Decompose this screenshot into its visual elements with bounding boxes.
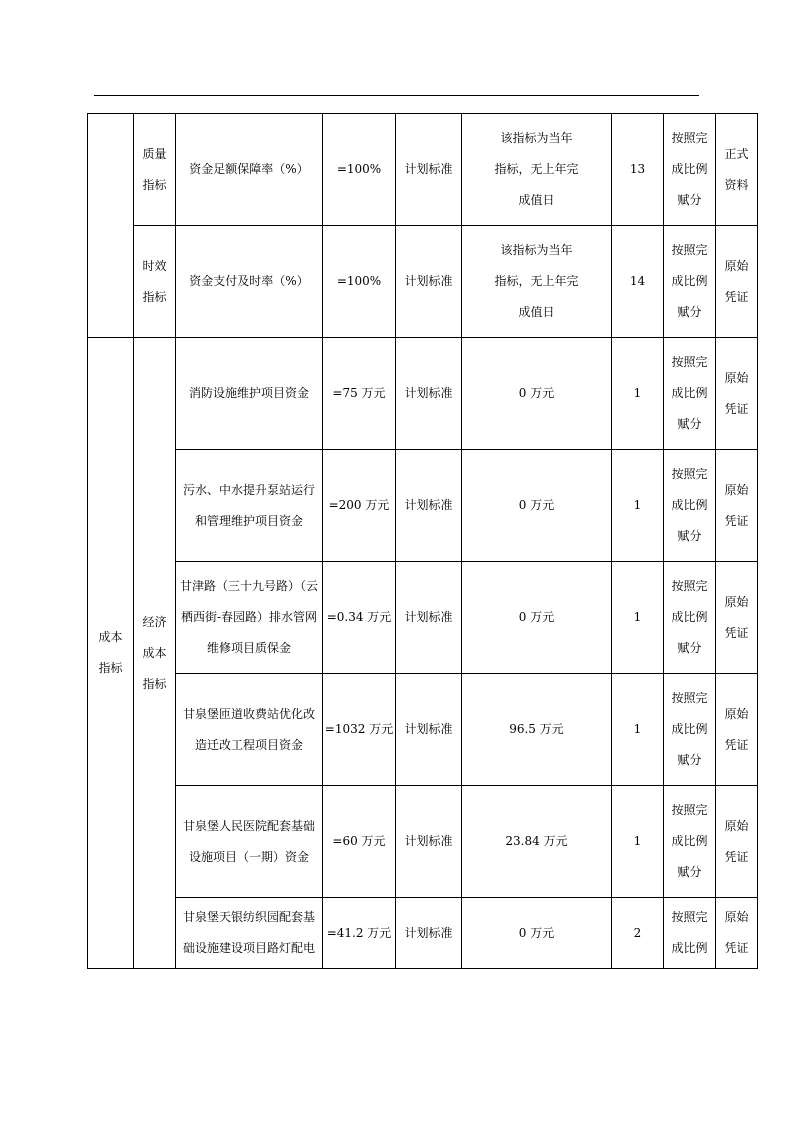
target-value-cell: =1032 万元 [323,674,396,786]
indicator-name-cell: 污水、中水提升泵站运行 和管理维护项目资金 [176,450,323,562]
data-source-cell: 原始 凭证 [716,898,758,969]
standard-cell: 计划标准 [396,338,462,450]
table-row [88,898,758,969]
target-value-cell: =100% [323,226,396,338]
score-cell: 13 [612,114,664,226]
indicator-name-cell: 甘泉堡天银纺织园配套基 础设施建设项目路灯配电 [176,898,323,969]
last-year-value-cell: 0 万元 [462,338,612,450]
category-level2-cell: 经济 成本 指标 [134,338,176,969]
indicator-name-cell: 消防设施维护项目资金 [176,338,323,450]
standard-cell: 计划标准 [396,562,462,674]
scoring-method-cell: 按照完 成比例 赋分 [664,562,716,674]
category-level2-cell: 时效 指标 [134,226,176,338]
table-row [88,226,758,338]
score-cell: 1 [612,786,664,898]
last-year-value-cell: 96.5 万元 [462,674,612,786]
score-cell: 1 [612,674,664,786]
last-year-value-cell: 该指标为当年 指标，无上年完 成值日 [462,114,612,226]
data-source-cell: 原始 凭证 [716,338,758,450]
header-rule [94,95,699,96]
scoring-method-cell: 按照完 成比例 赋分 [664,786,716,898]
table-row [88,338,758,450]
data-source-cell: 原始 凭证 [716,674,758,786]
target-value-cell: =60 万元 [323,786,396,898]
score-cell: 1 [612,450,664,562]
last-year-value-cell: 0 万元 [462,450,612,562]
last-year-value-cell: 0 万元 [462,898,612,969]
data-source-cell: 原始 凭证 [716,450,758,562]
scoring-method-cell: 按照完 成比例 赋分 [664,450,716,562]
standard-cell: 计划标准 [396,114,462,226]
target-value-cell: =0.34 万元 [323,562,396,674]
table-row [88,674,758,786]
data-source-cell: 正式 资料 [716,114,758,226]
scoring-method-cell: 按照完 成比例 [664,898,716,969]
standard-cell: 计划标准 [396,226,462,338]
data-source-cell: 原始 凭证 [716,786,758,898]
table-row [88,450,758,562]
standard-cell: 计划标准 [396,450,462,562]
target-value-cell: =75 万元 [323,338,396,450]
score-cell: 1 [612,338,664,450]
target-value-cell: =100% [323,114,396,226]
indicator-name-cell: 资金足额保障率（%） [176,114,323,226]
last-year-value-cell: 0 万元 [462,562,612,674]
score-cell: 14 [612,226,664,338]
target-value-cell: =200 万元 [323,450,396,562]
table-row [88,562,758,674]
score-cell: 2 [612,898,664,969]
score-cell: 1 [612,562,664,674]
indicator-name-cell: 资金支付及时率（%） [176,226,323,338]
standard-cell: 计划标准 [396,786,462,898]
scoring-method-cell: 按照完 成比例 赋分 [664,226,716,338]
scoring-method-cell: 按照完 成比例 赋分 [664,338,716,450]
table-row [88,786,758,898]
standard-cell: 计划标准 [396,898,462,969]
data-source-cell: 原始 凭证 [716,226,758,338]
last-year-value-cell: 23.84 万元 [462,786,612,898]
category-level2-cell: 质量 指标 [134,114,176,226]
last-year-value-cell: 该指标为当年 指标，无上年完 成值日 [462,226,612,338]
standard-cell: 计划标准 [396,674,462,786]
category-level1-cell: 成本 指标 [88,338,134,969]
indicator-name-cell: 甘泉堡人民医院配套基础 设施项目（一期）资金 [176,786,323,898]
data-source-cell: 原始 凭证 [716,562,758,674]
indicator-name-cell: 甘津路（三十九号路）（云 栖西街-春园路）排水管网 维修项目质保金 [176,562,323,674]
scoring-method-cell: 按照完 成比例 赋分 [664,114,716,226]
category-level1-cell [88,114,134,338]
indicator-name-cell: 甘泉堡匝道收费站优化改 造迁改工程项目资金 [176,674,323,786]
performance-indicator-table [87,113,758,969]
target-value-cell: =41.2 万元 [323,898,396,969]
table-row [88,114,758,226]
scoring-method-cell: 按照完 成比例 赋分 [664,674,716,786]
